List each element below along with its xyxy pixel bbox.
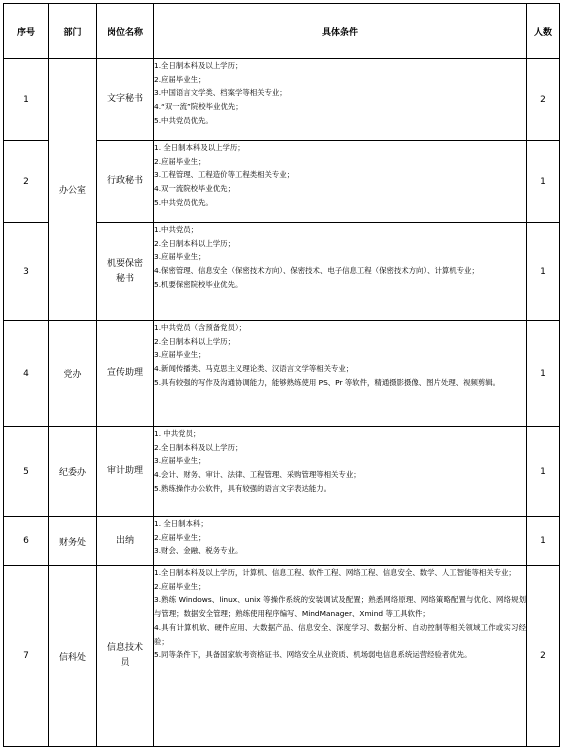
condition-line: 4.会计、财务、审计、法律、工程管理、采购管理等相关专业； <box>154 470 361 480</box>
table-row <box>4 321 560 427</box>
position-label: 出纳 <box>115 535 134 546</box>
condition-line: 1. 全日制本科及以上学历； <box>154 143 245 152</box>
condition-line: 1.全日制本科及以上学历； <box>154 61 243 70</box>
seq-cell: 7 <box>4 566 49 747</box>
conditions-cell <box>154 566 527 747</box>
conditions-cell <box>154 321 527 427</box>
seq-cell: 1 <box>4 59 49 141</box>
seq-cell: 4 <box>4 321 49 427</box>
condition-line: 2.全日制本科以上学历； <box>154 238 235 248</box>
dept-cell-it: 信科处 <box>49 566 97 747</box>
condition-line: 2.应届毕业生； <box>154 156 206 166</box>
count-cell: 1 <box>527 517 560 566</box>
conditions-cell <box>154 223 527 321</box>
count-cell: 1 <box>527 223 560 321</box>
condition-line: 3.应届毕业生； <box>154 252 206 262</box>
condition-line: 2.应届毕业生； <box>154 74 206 84</box>
condition-line: 5.熟练操作办公软件，具有较强的语言文字表达能力。 <box>154 483 332 493</box>
position-label: 文字秘书 <box>106 94 143 104</box>
condition-line: 3.工程管理、工程造价等工程类相关专业； <box>154 170 295 180</box>
count-cell: 1 <box>527 427 560 517</box>
seq-cell: 5 <box>4 427 49 517</box>
header-conditions: 具体条件 <box>154 4 527 59</box>
position-label: 信息技术员 <box>106 643 143 668</box>
condition-line: 2.应届毕业生； <box>154 532 206 542</box>
table-row <box>4 566 560 747</box>
condition-line: 3.中国语言文学类、档案学等相关专业； <box>154 88 287 98</box>
condition-line: 3.应届毕业生； <box>154 350 206 360</box>
table-row <box>4 59 560 141</box>
condition-line: 3.应届毕业生； <box>154 456 206 466</box>
condition-line: 4.具有计算机软、硬件应用、大数据产品、信息安全、深度学习、数据分析、自动控制等相关领域工作或实习经验； <box>154 622 526 646</box>
dept-cell-finance: 财务处 <box>49 517 97 566</box>
header-row <box>4 4 560 59</box>
condition-line: 5.中共党员优先。 <box>154 197 213 207</box>
dept-cell-discipline: 纪委办 <box>49 427 97 517</box>
conditions-cell <box>154 517 527 566</box>
condition-line: 1.全日制本科及以上学历，计算机、信息工程、软件工程、网络工程、信息安全、数学、人工智能等相关专业； <box>154 568 516 577</box>
condition-line: 1.中共党员（含预备党员）； <box>154 323 247 332</box>
header-count: 人数 <box>527 4 560 59</box>
position-label: 行政秘书 <box>106 176 143 186</box>
conditions-cell <box>154 141 527 223</box>
seq-cell: 2 <box>4 141 49 223</box>
seq-cell: 6 <box>4 517 49 566</box>
conditions-cell <box>154 59 527 141</box>
condition-line: 2.全日制本科以上学历； <box>154 336 235 346</box>
table-row <box>4 517 560 566</box>
count-cell: 1 <box>527 141 560 223</box>
condition-line: 3.财会、金融、税务专业。 <box>154 546 243 556</box>
count-cell: 1 <box>527 321 560 427</box>
position-label: 宣传助理 <box>106 368 143 378</box>
seq-cell: 3 <box>4 223 49 321</box>
condition-line: 5.中共党员优先。 <box>154 115 213 125</box>
position-cell <box>97 59 154 141</box>
position-label: 机要保密秘书 <box>106 258 143 284</box>
table-row <box>4 427 560 517</box>
condition-line: 3.熟练 Windows、linux、unix 等操作系统的安装调试及配置；熟悉网络原理、网络策略配置与优化、网络规划与管理；数据安全管理；熟练使用程序编写、MindManager、Xmind 等工具软件； <box>154 595 526 619</box>
condition-line: 4.新闻传播类、马克思主义理论类、汉语言文学等相关专业； <box>154 364 354 374</box>
header-dept: 部门 <box>49 4 97 59</box>
condition-line: 4.保密管理、信息安全（保密技术方向）、保密技术、电子信息工程（保密技术方向）、计算机专业； <box>154 266 479 276</box>
position-cell <box>97 321 154 427</box>
condition-line: 1.中共党员； <box>154 225 199 234</box>
dept-cell-party: 党办 <box>49 321 97 427</box>
position-cell <box>97 141 154 223</box>
condition-line: 5.具有较强的写作及沟通协调能力，能够熟练使用 PS、Pr 等软件，精通摄影摄像、图片处理、视频剪辑。 <box>154 377 501 387</box>
count-cell: 2 <box>527 59 560 141</box>
recruitment-table <box>3 3 560 747</box>
conditions-cell <box>154 427 527 517</box>
position-cell <box>97 427 154 517</box>
position-cell <box>97 517 154 566</box>
dept-cell-office: 办公室 <box>49 59 97 321</box>
condition-line: 1. 全日制本科； <box>154 519 208 528</box>
position-cell <box>97 223 154 321</box>
position-cell <box>97 566 154 747</box>
condition-line: 2.全日制本科及以上学历； <box>154 442 243 452</box>
condition-line: 5.机要保密院校毕业优先。 <box>154 279 243 289</box>
condition-line: 1. 中共党员； <box>154 429 201 438</box>
count-cell: 2 <box>527 566 560 747</box>
header-seq: 序号 <box>4 4 49 59</box>
condition-line: 4.双一流院校毕业优先； <box>154 184 235 194</box>
condition-line: 2.应届毕业生； <box>154 581 206 591</box>
condition-line: 5.同等条件下，具备国家软考资格证书、网络安全从业资质、机场弱电信息系统运营经验者优先。 <box>154 650 472 660</box>
position-label: 审计助理 <box>106 466 143 476</box>
header-position: 岗位名称 <box>97 4 154 59</box>
condition-line: 4.“双一流”院校毕业优先； <box>154 102 243 112</box>
